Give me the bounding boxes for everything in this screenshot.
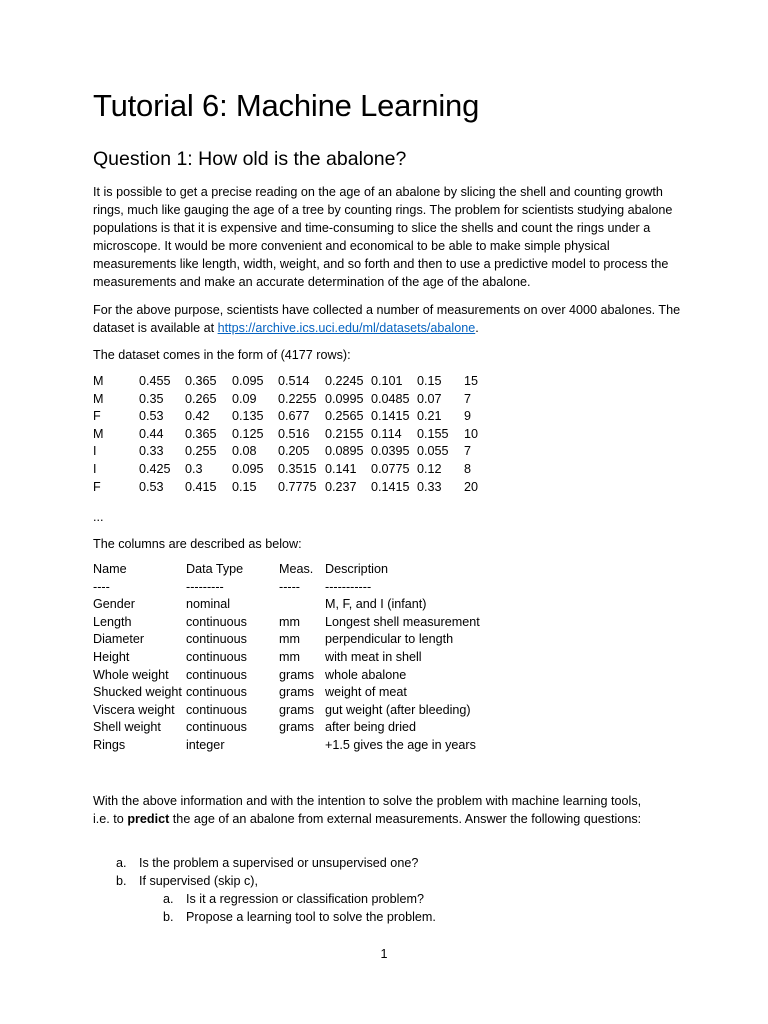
dataset-cell: I <box>93 461 97 476</box>
table-row-cell: continuous <box>186 720 247 735</box>
table-header-cell: Description <box>325 562 388 576</box>
table-row-cell: continuous <box>186 632 247 647</box>
table-row-cell: Longest shell measurement <box>325 614 480 629</box>
dataset-cell: 0.237 <box>325 479 357 494</box>
table-row-cell: grams <box>279 720 314 735</box>
dataset-cell: 0.0895 <box>325 444 364 459</box>
dataset-cell: 0.425 <box>139 461 171 476</box>
dataset-cell: 0.35 <box>139 391 164 406</box>
dataset-cell: 0.677 <box>278 409 310 424</box>
table-separator-cell: ----- <box>279 579 300 594</box>
dataset-cell: 0.265 <box>185 391 217 406</box>
table-row-cell: mm <box>279 632 300 647</box>
table-row-cell: continuous <box>186 685 247 700</box>
dataset-cell: 0.44 <box>139 426 164 441</box>
dataset-cell: 0.3 <box>185 461 203 476</box>
dataset-cell: 0.516 <box>278 426 310 441</box>
dataset-cell: 0.205 <box>278 444 310 459</box>
table-row-cell: after being dried <box>325 720 417 735</box>
dataset-link[interactable]: https://archive.ics.uci.edu/ml/datasets/abalone <box>217 321 476 335</box>
dataset-cell: 0.0395 <box>371 444 410 459</box>
table-row-cell: continuous <box>186 614 247 629</box>
table-row-cell: integer <box>186 737 225 752</box>
dataset-cell: 0.365 <box>185 426 217 441</box>
dataset-cell: I <box>93 444 97 459</box>
dataset-cell: M <box>93 391 104 406</box>
dataset-intro: The dataset comes in the form of (4177 rows): <box>93 348 351 362</box>
dataset-cell: 0.2245 <box>325 374 364 388</box>
dataset-cell: 7 <box>464 444 472 459</box>
table-row-cell: +1.5 gives the age in years <box>325 737 476 752</box>
table-row-cell: Viscera weight <box>93 702 175 717</box>
table-row-cell: grams <box>279 685 314 700</box>
dataset-cell: 0.2565 <box>325 409 364 424</box>
table-row-cell: Height <box>93 649 130 664</box>
table-row-cell: continuous <box>186 649 247 664</box>
dataset-cell: 0.33 <box>139 444 164 459</box>
table-row-cell: grams <box>279 702 314 717</box>
page-title: Tutorial 6: Machine Learning <box>93 88 480 123</box>
dataset-cell: 0.33 <box>417 479 442 494</box>
table-header-cell: Data Type <box>186 562 244 576</box>
dataset-cell: 0.15 <box>232 479 257 494</box>
dataset-cell: 0.141 <box>325 461 357 476</box>
dataset-cell: 0.12 <box>417 461 442 476</box>
table-separator-cell: ----------- <box>325 579 372 594</box>
purpose-text: For the above purpose, scientists have collected a number of measurements on over 4000 abalones. The dataset is available at <box>93 303 681 335</box>
dataset-cell: 9 <box>464 409 472 424</box>
task-bold-word: predict <box>127 812 170 826</box>
table-row-cell: Shell weight <box>93 720 161 735</box>
dataset-cell: 0.101 <box>371 374 403 388</box>
dataset-cell: 0.2155 <box>325 426 364 441</box>
table-row-cell: whole abalone <box>325 667 407 682</box>
dataset-cell: 0.1415 <box>371 479 410 494</box>
table-row-cell: nominal <box>186 597 231 612</box>
dataset-cell: 0.155 <box>417 426 449 441</box>
question-heading: Question 1: How old is the abalone? <box>93 148 407 170</box>
table-row-cell: weight of meat <box>325 685 407 700</box>
purpose-period: . <box>475 321 479 335</box>
purpose-paragraph <box>93 301 683 337</box>
dataset-cell: 0.1415 <box>371 409 410 424</box>
table-header-cell: Meas. <box>279 562 314 576</box>
dataset-cell: 0.53 <box>139 409 164 424</box>
table-row-cell: perpendicular to length <box>325 632 454 647</box>
table-row-cell: continuous <box>186 667 247 682</box>
dataset-cell: 0.095 <box>232 461 264 476</box>
task-paragraph <box>93 792 653 828</box>
question-text: Is it a regression or classification problem? <box>186 892 424 906</box>
dataset-cell: 0.0995 <box>325 391 364 406</box>
dataset-cell: 0.2255 <box>278 391 317 406</box>
question-marker: a. <box>116 856 127 870</box>
table-row-cell: grams <box>279 667 314 682</box>
table-row-cell: Length <box>93 614 132 629</box>
table-row-cell: Shucked weight <box>93 685 182 700</box>
dataset-cell: 10 <box>464 426 479 441</box>
dataset-cell: 20 <box>464 479 479 494</box>
question-text: Is the problem a supervised or unsupervised one? <box>139 856 419 870</box>
dataset-cell: 0.055 <box>417 444 449 459</box>
dataset-cell: 0.42 <box>185 409 210 424</box>
table-row-cell: gut weight (after bleeding) <box>325 702 471 717</box>
dataset-cell: M <box>93 426 104 441</box>
dataset-cell: 0.07 <box>417 391 442 406</box>
table-row-cell: Gender <box>93 597 136 612</box>
table-row-cell: M, F, and I (infant) <box>325 597 427 612</box>
question-marker: b. <box>116 874 127 888</box>
dataset-cell: 0.0775 <box>371 461 410 476</box>
question-text: If supervised (skip c), <box>139 874 258 888</box>
table-row-cell: Rings <box>93 737 126 752</box>
task-text-end: the age of an abalone from external measurements. Answer the following questions: <box>169 812 642 826</box>
ellipsis: ... <box>93 510 104 524</box>
dataset-cell: 0.455 <box>139 374 171 388</box>
question-text: Propose a learning tool to solve the problem. <box>186 910 436 924</box>
dataset-cell: 8 <box>464 461 472 476</box>
table-row-cell: with meat in shell <box>325 649 422 664</box>
intro-paragraph: It is possible to get a precise reading on the age of an abalone by slicing the shell and counting growth rings, much like gauging the age of a tree by counting rings. The problem for scientists studying abalone populations is that it is expensive and time-consuming to slice the shells and count the rings under a microscope. It would be more convenient and economical to be able to make simple physical measurements like length, width, weight, and so forth and then to use a predictive model to process the measurements and make an accurate determination of the age of the abalone. <box>93 185 673 289</box>
dataset-cell: 0.53 <box>139 479 164 494</box>
question-marker: a. <box>163 892 174 906</box>
table-separator-cell: ---- <box>93 579 110 594</box>
dataset-cell: 0.09 <box>232 391 257 406</box>
dataset-cell: M <box>93 374 104 388</box>
dataset-cell: F <box>93 479 101 494</box>
dataset-cell: 0.7775 <box>278 479 317 494</box>
dataset-cell: 0.3515 <box>278 461 317 476</box>
dataset-cell: 0.095 <box>232 374 264 388</box>
dataset-cell: 0.15 <box>417 374 442 388</box>
dataset-cell: 0.0485 <box>371 391 410 406</box>
dataset-cell: 0.415 <box>185 479 217 494</box>
table-separator-cell: --------- <box>186 579 224 594</box>
dataset-cell: 0.255 <box>185 444 217 459</box>
dataset-cell: F <box>93 409 101 424</box>
question-marker: b. <box>163 910 174 924</box>
dataset-cell: 7 <box>464 391 472 406</box>
table-row-cell: Whole weight <box>93 667 169 682</box>
table-row-cell: Diameter <box>93 632 145 647</box>
page-number: 1 <box>380 947 388 961</box>
dataset-cell: 0.514 <box>278 374 310 388</box>
dataset-cell: 0.21 <box>417 409 442 424</box>
dataset-cell: 0.135 <box>232 409 264 424</box>
dataset-cell: 0.08 <box>232 444 257 459</box>
table-row-cell: mm <box>279 614 300 629</box>
table-row-cell: mm <box>279 649 300 664</box>
task-text: With the above information and with the intention to solve the problem with machine learning tools, i.e. to <box>93 794 642 826</box>
columns-intro: The columns are described as below: <box>93 537 302 551</box>
dataset-cell: 0.365 <box>185 374 217 388</box>
dataset-cell: 0.125 <box>232 426 264 441</box>
table-row-cell: continuous <box>186 702 247 717</box>
dataset-cell: 0.114 <box>371 426 402 441</box>
dataset-cell: 15 <box>464 374 479 388</box>
table-header-cell: Name <box>93 562 127 576</box>
